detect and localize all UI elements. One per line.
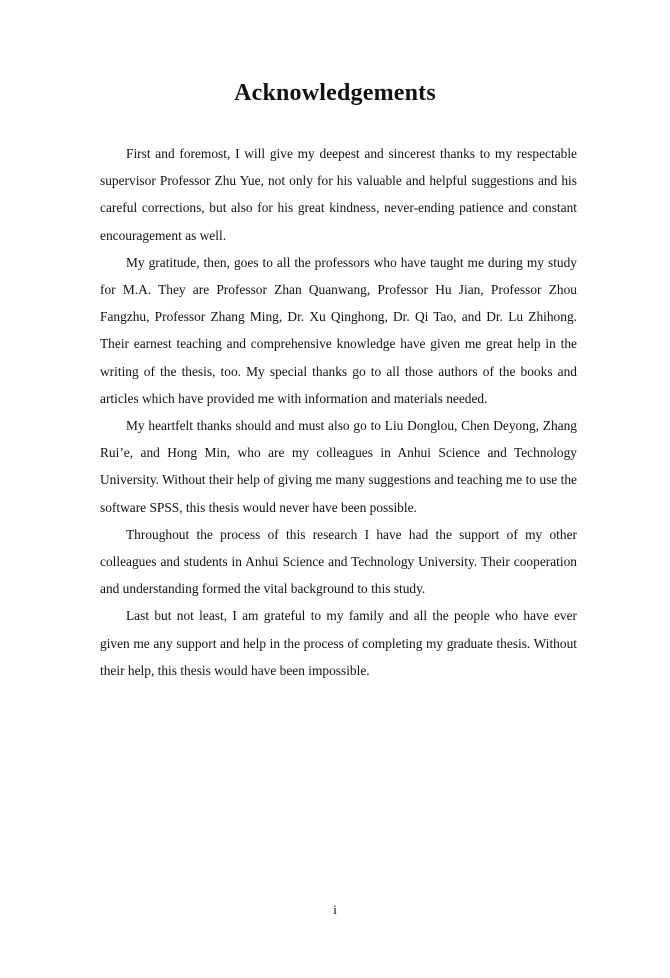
page-title: Acknowledgements bbox=[234, 80, 436, 106]
page-number: i bbox=[333, 902, 337, 917]
acknowledgements-body bbox=[100, 140, 577, 684]
paragraph-5: Last but not least, I am grateful to my family and all the people who have ever given me any support and help in the process of completing my graduate thesis. Without their help, this thesis would have been impossible. bbox=[100, 608, 577, 678]
paragraph-1: First and foremost, I will give my deepest and sincerest thanks to my respectable supervisor Professor Zhu Yue, not only for his valuable and helpful suggestions and his careful corrections, but also for his great kindness, never-ending patience and constant encouragement as well. bbox=[100, 146, 577, 243]
paragraph-4: Throughout the process of this research I have had the support of my other colleagues and students in Anhui Science and Technology University. Their cooperation and understanding formed the vital background to this study. bbox=[100, 526, 577, 597]
paragraph-3: My heartfelt thanks should and must also go to Liu Donglou, Chen Deyong, Zhang Rui’e, and Hong Min, who are my colleagues in Anhui Science and Technology University. Without their help of giving me many suggestions and teaching me to use the software SPSS, this thesis would never have been possible. bbox=[100, 418, 577, 515]
paragraph-2: My gratitude, then, goes to all the professors who have taught me during my study for M.A. They are Professor Zhan Quanwang, Professor Hu Jian, Professor Zhou Fangzhu, Professor Zhang Ming, Dr. Xu Qinghong, Dr. Qi Tao, and Dr. Lu Zhihong. Their earnest teaching and comprehensive knowledge have given me great help in the writing of the thesis, too. My special thanks go to all those authors of the books and articles which have provided me with information and materials needed. bbox=[100, 254, 577, 406]
